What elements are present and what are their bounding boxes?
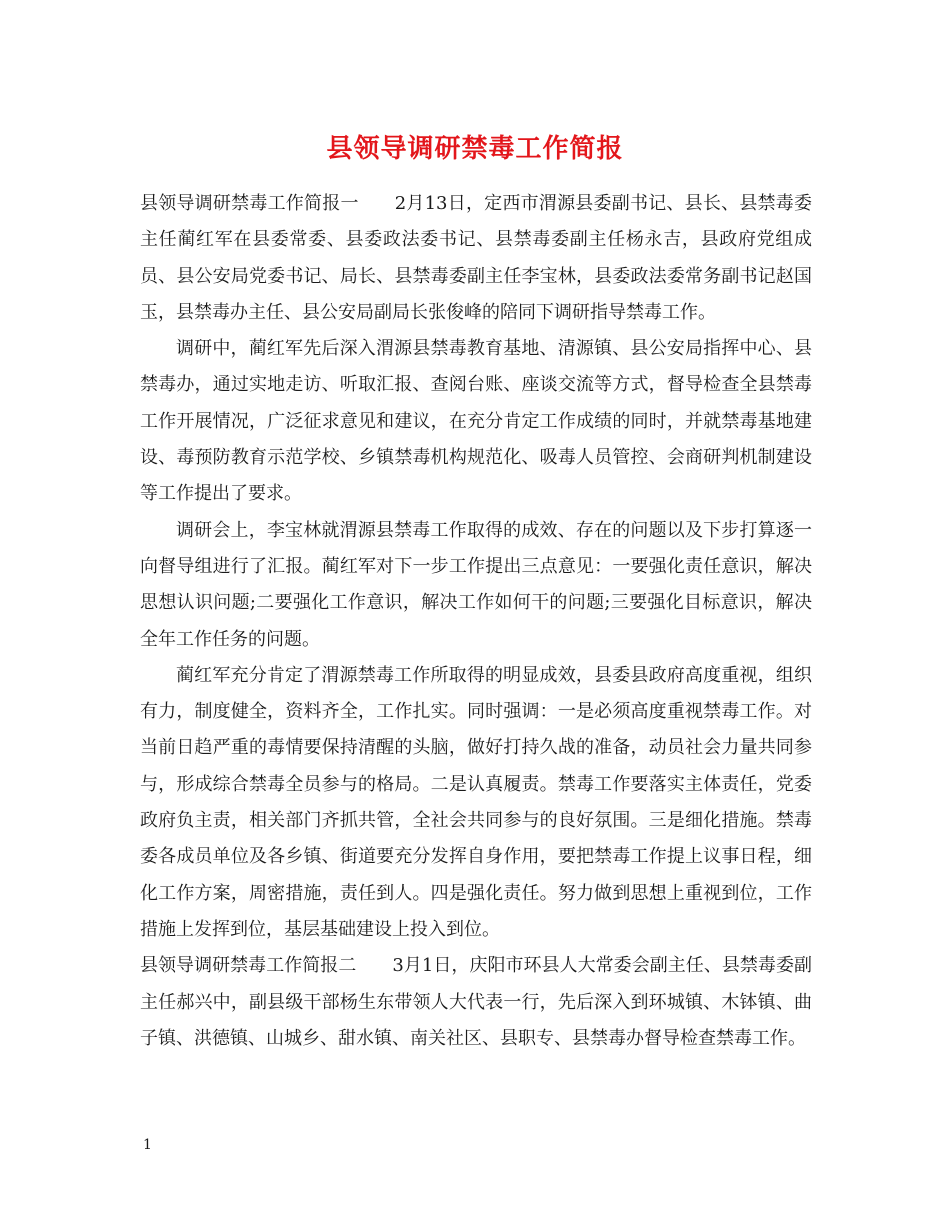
paragraph-5-text: 3月1日，庆阳市环县人大常委会副主任、县禁毒委副主任郝兴中，副县级干部杨生东带领人大代表一行，先后深入到环城镇、木钵镇、曲子镇、洪德镇、山城乡、甜水镇、南关社区、县职专、县禁毒办督导检查禁毒工作。	[140, 955, 812, 1049]
section-heading-2: 县领导调研禁毒工作简报二	[140, 955, 357, 977]
paragraph-4: 蔺红军充分肯定了渭源禁毒工作所取得的明显成效，县委县政府高度重视，组织有力，制度健全，资料齐全，工作扎实。同时强调：一是必须高度重视禁毒工作。对当前日趋严重的毒情要保持清醒的头脑，做好打持久战的准备，动员社会力量共同参与，形成综合禁毒全员参与的格局。二是认真履责。禁毒工作要落实主体责任，党委政府负主责，相关部门齐抓共管，全社会共同参与的良好氛围。三是细化措施。禁毒委各成员单位及各乡镇、街道要充分发挥自身作用，要把禁毒工作提上议事日程，细化工作方案，周密措施，责任到人。四是强化责任。努力做到思想上重视到位，工作措施上发挥到位，基层基础建设上投入到位。	[140, 664, 812, 940]
paragraph-1-text: 2月13日，定西市渭源县委副书记、县长、县禁毒委主任蔺红军在县委常委、县委政法委书记、县禁毒委副主任杨永吉，县政府党组成员、县公安局党委书记、局长、县禁毒委副主任李宝林，县委政法委常务副书记赵国玉，县禁毒办主任、县公安局副局长张俊峰的陪同下调研指导禁毒工作。	[140, 193, 813, 323]
document-body	[140, 186, 812, 1057]
paragraph-2: 调研中，蔺红军先后深入渭源县禁毒教育基地、清源镇、县公安局指挥中心、县禁毒办，通过实地走访、听取汇报、查阅台账、座谈交流等方式，督导检查全县禁毒工作开展情况，广泛征求意见和建议，在充分肯定工作成绩的同时，并就禁毒基地建设、毒预防教育示范学校、乡镇禁毒机构规范化、吸毒人员管控、会商研判机制建设等工作提出了要求。	[140, 338, 812, 505]
section-heading-1: 县领导调研禁毒工作简报一	[140, 193, 359, 214]
paragraph-1	[140, 186, 812, 331]
document-title: 县领导调研禁毒工作简报	[326, 134, 624, 164]
paragraph-3: 调研会上，李宝林就渭源县禁毒工作取得的成效、存在的问题以及下步打算逐一向督导组进行了汇报。蔺红军对下一步工作提出三点意见：一要强化责任意识，解决思想认识问题;二要强化工作意识，解决工作如何干的问题;三要强化目标意识，解决全年工作任务的问题。	[140, 519, 812, 650]
page-number: 1	[143, 1137, 152, 1153]
paragraph-5	[140, 948, 812, 1057]
